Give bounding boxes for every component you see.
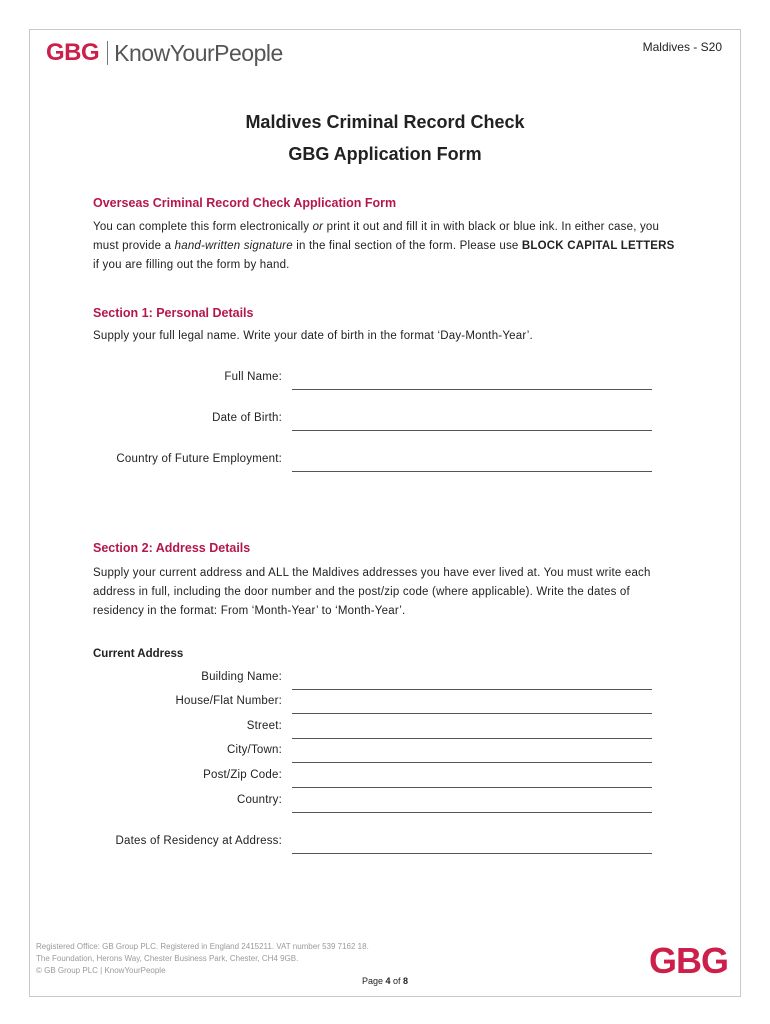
form-reference: Maldives - S20 — [642, 40, 722, 54]
footer-address: The Foundation, Herons Way, Chester Business Park, Chester, CH4 9GB. — [36, 954, 299, 963]
section2-instructions: Supply your current address and ALL the Maldives addresses you have ever lived at. You must write each address in full, including the door number and the post/zip code (where applicable). Write the dates of residency in the format: From ‘Month-Year’ to ‘Month-Year’. — [93, 567, 651, 617]
page-of: of — [390, 976, 404, 986]
page-subtitle: GBG Application Form — [288, 144, 482, 164]
country-label: Country: — [236, 794, 282, 806]
intro-text-signature: hand-written signature — [174, 240, 293, 252]
page-total: 8 — [403, 976, 409, 986]
intro-text-block: BLOCK CAPITAL LETTERS — [521, 240, 675, 252]
full-name-field[interactable] — [292, 389, 652, 390]
house-number-field[interactable] — [292, 713, 652, 714]
footer-logo: GBG — [648, 940, 728, 981]
city-town-field[interactable] — [292, 762, 652, 763]
form-page — [29, 29, 741, 997]
footer-registered-office: Registered Office: GB Group PLC. Registered in England 2415211. VAT number 539 7162 18. — [36, 942, 369, 951]
building-name-field[interactable] — [292, 689, 652, 690]
intro-heading: Overseas Criminal Record Check Application Form — [93, 196, 397, 210]
header-logo — [46, 38, 283, 68]
house-number-label: House/Flat Number: — [175, 695, 282, 707]
page-prefix: Page — [361, 976, 386, 986]
date-of-birth-label: Date of Birth: — [212, 412, 282, 424]
post-zip-label: Post/Zip Code: — [203, 769, 282, 781]
street-label: Street: — [246, 720, 282, 732]
city-town-label: City/Town: — [226, 744, 282, 756]
page-current: 4 — [385, 976, 391, 986]
section1-instructions: Supply your full legal name. Write your date of birth in the format ‘Day-Month-Year’. — [93, 330, 533, 342]
section2-heading: Section 2: Address Details — [93, 541, 251, 555]
page-title: Maldives Criminal Record Check — [245, 112, 525, 132]
residency-dates-field[interactable] — [292, 853, 652, 854]
country-field[interactable] — [292, 812, 652, 813]
intro-text-2: print it out and fill it in with black or blue ink. In either case, you must provide a — [93, 221, 660, 252]
intro-text-3: in the final section of the form. Please use — [292, 240, 522, 252]
logo-product: KnowYourPeople — [114, 39, 283, 66]
logo-brand: GBG — [46, 39, 100, 66]
footer-copyright: © GB Group PLC | KnowYourPeople — [36, 966, 166, 975]
intro-text-or: or — [312, 221, 324, 233]
residency-dates-label: Dates of Residency at Address: — [115, 835, 282, 847]
country-employment-field[interactable] — [292, 471, 652, 472]
street-field[interactable] — [292, 738, 652, 739]
building-name-label: Building Name: — [201, 671, 282, 683]
section1-heading: Section 1: Personal Details — [93, 306, 254, 320]
date-of-birth-field[interactable] — [292, 430, 652, 431]
intro-text-4: if you are filling out the form by hand. — [93, 259, 290, 271]
full-name-label: Full Name: — [224, 371, 282, 383]
country-employment-label: Country of Future Employment: — [116, 453, 282, 465]
post-zip-field[interactable] — [292, 787, 652, 788]
intro-paragraph — [93, 218, 683, 275]
logo-divider — [107, 41, 108, 65]
page-number — [30, 976, 740, 986]
current-address-label: Current Address — [93, 648, 184, 660]
intro-text-1: You can complete this form electronically — [93, 221, 313, 233]
